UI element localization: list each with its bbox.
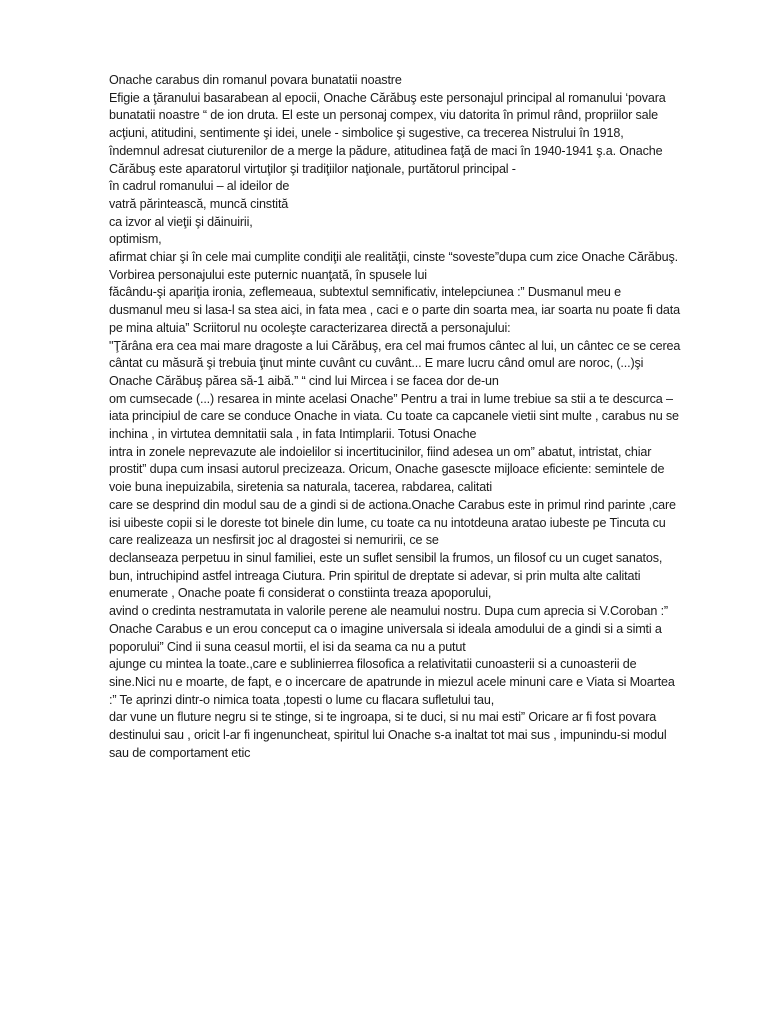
text-line: Onache Cărăbuş părea să-1 aibă.” “ cind lui Mircea i se facea dor de-un	[109, 373, 499, 388]
text-line: prostit” dupa cum insasi autorul precizeaza. Oricum, Onache gasescte mijloace eficiente: semintele de	[109, 462, 665, 477]
text-line: isi uibeste copii si le doreste tot binele din lume, cu toate ca nu intotdeuna aratao iubeste pe Tincuta cu	[109, 515, 666, 530]
document-title-line: Onache carabus din romanul povara bunatatii noastre	[109, 73, 402, 87]
text-line: bunatatii noastre “ de ion druta. El este un personaj compex, viu datorita în primul rând, propriilor sale	[109, 108, 659, 123]
text-line: inchina , in virtutea demnitatii sala , in fata Intimplarii. Totusi Onache	[109, 427, 477, 442]
document-body	[109, 72, 719, 762]
text-line: destinului sau , oricit l-ar fi ingenuncheat, spiritul lui Onache s-a inaltat tot mai sus , impunindu-si modul	[109, 728, 667, 743]
text-line: care realizeaza un nesfirsit joc al dragostei si nemuririi, ce se	[109, 533, 439, 548]
text-line: poporului” Cind ii suna ceasul mortii, el isi da seama ca nu a putut	[109, 639, 466, 654]
text-line: sine.Nici nu e moarte, de fapt, e o incercare de apatrunde in miezul acele minuni care e Viata si Moartea	[109, 674, 675, 689]
text-line: bun, intruchipind astfel intreaga Ciutura. Prin spiritul de dreptate si adevar, si prin multa alte calitati	[109, 568, 641, 583]
text-line: pe mina altuia” Scriitorul nu ocoleşte caracterizarea directă a personajului:	[109, 320, 511, 335]
text-line: în cadrul romanului – al ideilor de	[109, 179, 290, 194]
text-line: ajunge cu mintea la toate.,care e sublinierrea filosofica a relativitatii cunoasterii si a cunoasterii de	[109, 657, 637, 672]
text-line: voie buna inepuizabila, siretenia sa naturala, tacerea, rabdarea, calitati	[109, 480, 493, 495]
text-line: enumerate , Onache poate fi considerat o constiinta treaza apoporului,	[109, 586, 492, 601]
text-line: afirmat chiar şi în cele mai cumplite condiţii ale realităţii, cinste “soveste”dupa cum zice Onache Cărăbuş.	[109, 250, 678, 265]
text-line: om cumsecade (...) resarea in minte acelasi Onache” Pentru a trai in lume trebiue sa stii a te descurca –	[109, 391, 673, 406]
text-line: ca izvor al vieţii şi dăinuirii,	[109, 214, 253, 229]
text-line: :” Te aprinzi dintr-o nimica toata ,topesti o lume cu flacara sufletului tau,	[109, 692, 495, 707]
text-line: dar vune un fluture negru si te stinge, si te ingroapa, si te duci, si nu mai esti” Oricare ar fi fost povara	[109, 710, 657, 725]
text-line: declanseaza perpetuu in sinul familiei, este un suflet sensibil la frumos, un filosof cu un cuget sanatos,	[109, 550, 663, 565]
text-line: acţiuni, atitudini, sentimente şi idei, unele - simbolice şi sugestive, ca trecerea Nistrului în 1918,	[109, 126, 624, 141]
text-line: îndemnul adresat ciuturenilor de a merge la pădure, atitudinea faţă de maci în 1940-1941 ş.a. Onache	[109, 143, 663, 158]
text-line: sau de comportament etic	[109, 745, 251, 760]
text-line: dusmanul meu si lasa-l sa stea aici, in fata mea , caci e o parte din soarta mea, iar soarta nu poate fi data	[109, 303, 680, 318]
text-line: Vorbirea personajului este puternic nuanţată, în spusele lui	[109, 267, 427, 282]
text-line: care se desprind din modul sau de a gindi si de actiona.Onache Carabus este in primul rind parinte ,care	[109, 497, 676, 512]
text-line: Efigie a ţăranului basarabean al epocii, Onache Cărăbuş este personajul principal al romanului ‘povara	[109, 90, 666, 105]
text-line: intra in zonele neprevazute ale indoielilor si incertitucinilor, fiind adesea un om” abatut, intristat, chiar	[109, 444, 652, 459]
text-line: "Ţărâna era cea mai mare dragoste a lui Cărăbuş, era cel mai frumos cântec al lui, un cântec ce se cerea	[109, 338, 681, 353]
text-line: iata principiul de care se conduce Onache in viata. Cu toate ca capcanele vietii sint multe , carabus nu se	[109, 409, 679, 424]
text-line: optimism,	[109, 232, 162, 247]
text-line: Onache Carabus e un erou conceput ca o imagine universala si ideala amodului de a gindi si a simti a	[109, 621, 662, 636]
text-line: cântat cu măsură şi trebuia ţinut minte cuvânt cu cuvânt... E mare lucru când omul are noroc, (...)şi	[109, 356, 644, 371]
text-line: făcându-şi apariţia ironia, zeflemeaua, subtextul semnificativ, intelepciunea :” Dusmanul meu e	[109, 285, 621, 300]
text-line: vatră părintească, muncă cinstită	[109, 196, 289, 211]
text-line: avind o credinta nestramutata in valorile perene ale neamului nostru. Dupa cum aprecia si V.Coroban :”	[109, 604, 668, 619]
text-line: Cărăbuş este aparatorul virtuţilor şi tradiţiilor naţionale, purtătorul principal -	[109, 161, 516, 176]
